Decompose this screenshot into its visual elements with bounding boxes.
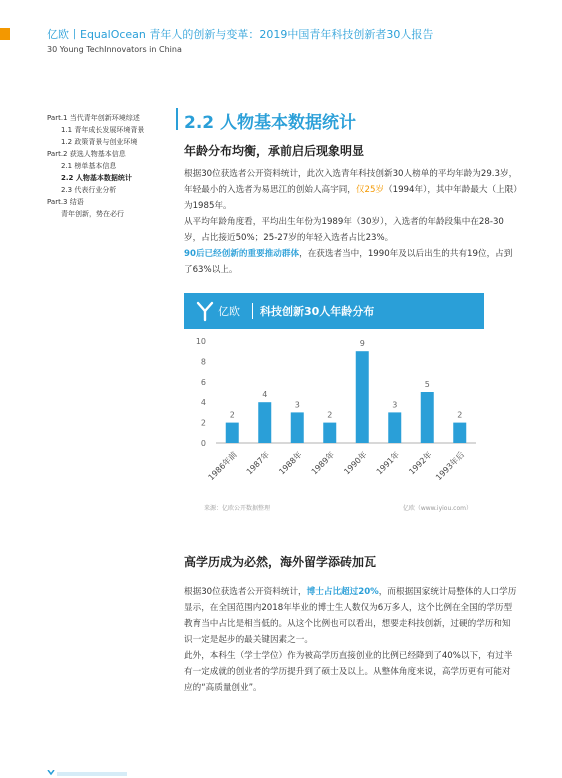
- bar-value-label: 9: [359, 339, 365, 349]
- chart-title: 科技创新30人年龄分布: [260, 305, 375, 318]
- chart-source: 来源：亿欧公开数据整理: [204, 505, 271, 512]
- paragraph-education-line2: 此外，本科生（学士学位）作为被高学历直接创业的比例已经降到了40%以下，有过半有一定成就的创业者的学历提升到了硕士及以上。从整体角度来说，高学历更有可能对应的“高质量创业”。: [184, 651, 513, 693]
- highlight-phd: 博士占比超过20%: [306, 587, 379, 597]
- paragraph-age: [184, 166, 519, 278]
- x-tick-label: 1990年: [342, 450, 369, 477]
- section-rule: [176, 108, 178, 130]
- section-title: 2.2 人物基本数据统计: [184, 113, 357, 133]
- bar-value-label: 3: [392, 400, 398, 410]
- y-tick-label: 4: [200, 398, 206, 408]
- bar: [323, 423, 336, 443]
- bar-value-label: 5: [424, 380, 430, 389]
- heading-age-distribution: 年龄分布均衡，承前启后现象明显: [184, 144, 365, 158]
- bar: [421, 392, 434, 443]
- bar-value-label: 2: [457, 410, 463, 420]
- text-span: ，而根据国家统计局整体的人口学历显示，在全国范围内2018年毕业的博士生人数仅为6万多人，这个比例在全国的学历型教育当中占比是相当低的。从这个比例也可以看出，想要走科技创新，过硬的学历和知识一定是起步的最关键因素之一。: [184, 587, 517, 645]
- bar: [356, 351, 369, 443]
- report-title: 亿欧丨EqualOcean 青年人的创新与变革：2019中国青年科技创新者30人报告: [47, 28, 434, 41]
- chart-header: [184, 293, 484, 329]
- x-tick-label: 1989年: [309, 450, 337, 477]
- bar: [291, 412, 304, 443]
- paragraph-education: [184, 584, 519, 696]
- paragraph-age-line1: [184, 166, 519, 214]
- chart-header-divider: [252, 303, 253, 319]
- toc-item[interactable]: 1.2 政策背景与创业环境: [61, 138, 138, 146]
- bar-value-label: 4: [262, 390, 268, 400]
- x-tick-label: 1992年: [407, 450, 434, 477]
- age-distribution-chart: [184, 293, 484, 518]
- y-tick-label: 6: [200, 377, 206, 387]
- x-tick-label: 1991年: [374, 450, 402, 477]
- bar: [453, 423, 466, 443]
- x-tick-label: 1988年: [277, 450, 304, 477]
- chart-brand-text: 亿欧: [218, 305, 240, 318]
- paragraph-age-line2: 从平均年龄角度看，平均出生年份为1989年（30岁），入选者的年龄段集中在28-30岁，占比接近50%；25-27岁的年轻入选者占比23%。: [184, 217, 504, 243]
- x-tick-label: 1993年后: [434, 450, 467, 483]
- report-subtitle: 30 Young TechInnovators in China: [47, 45, 182, 54]
- bar-value-label: 3: [294, 400, 300, 410]
- toc-item[interactable]: 2.1 榜单基本信息: [61, 162, 117, 170]
- y-tick-label: 2: [200, 418, 206, 428]
- bar: [258, 402, 271, 443]
- text-span: ，在获选者当中，1990年及以后出生的共有19位，占到了63%以上。: [184, 249, 513, 275]
- footer-logo: [47, 770, 137, 778]
- toc-item[interactable]: 青年创新，势在必行: [61, 210, 124, 218]
- y-tick-label: 8: [200, 357, 206, 367]
- table-of-contents: [47, 112, 172, 220]
- text-span: （1994年），其中年龄最大（上限）为1985年。: [184, 185, 518, 211]
- text-span: 根据30位获选者公开资料统计，: [184, 587, 307, 597]
- toc-item[interactable]: Part.2 获选人物基本信息: [47, 150, 126, 158]
- bar-value-label: 2: [229, 410, 235, 420]
- bar-chart-plot: [184, 329, 484, 501]
- y-tick-label: 0: [200, 439, 206, 448]
- toc-item[interactable]: Part.3 结语: [47, 198, 84, 206]
- highlight-youngest: 仅25岁: [355, 185, 385, 195]
- x-tick-label: 1986年前: [206, 450, 239, 483]
- y-tick-label: 10: [195, 337, 206, 346]
- text-span: 根据30位获选者公开资料统计，此次入选青年科技创新30人榜单的平均年龄为29.3岁，年轻最小的入选者为易思江的创始人高宇同，: [184, 169, 518, 195]
- heading-education: 高学历成为必然，海外留学添砖加瓦: [184, 555, 377, 569]
- toc-item[interactable]: 2.3 代表行业分析: [61, 186, 117, 194]
- bar-value-label: 2: [327, 410, 333, 420]
- chart-credit: 亿欧（www.iyiou.com）: [402, 505, 472, 512]
- paragraph-education-line1: [184, 584, 519, 648]
- x-tick-label: 1987年: [244, 450, 272, 477]
- toc-item[interactable]: 2.2 人物基本数据统计: [61, 174, 132, 182]
- bar: [388, 412, 401, 443]
- toc-item[interactable]: 1.1 青年成长发展环境背景: [61, 126, 145, 134]
- yiou-logo-icon: [195, 300, 215, 322]
- bar: [226, 423, 239, 443]
- highlight-90s: 90后已经创新的重要推动群体: [184, 249, 300, 259]
- paragraph-age-line3: [184, 246, 519, 278]
- header-accent-bar: [0, 28, 10, 40]
- toc-item[interactable]: Part.1 当代青年创新环境综述: [47, 114, 140, 122]
